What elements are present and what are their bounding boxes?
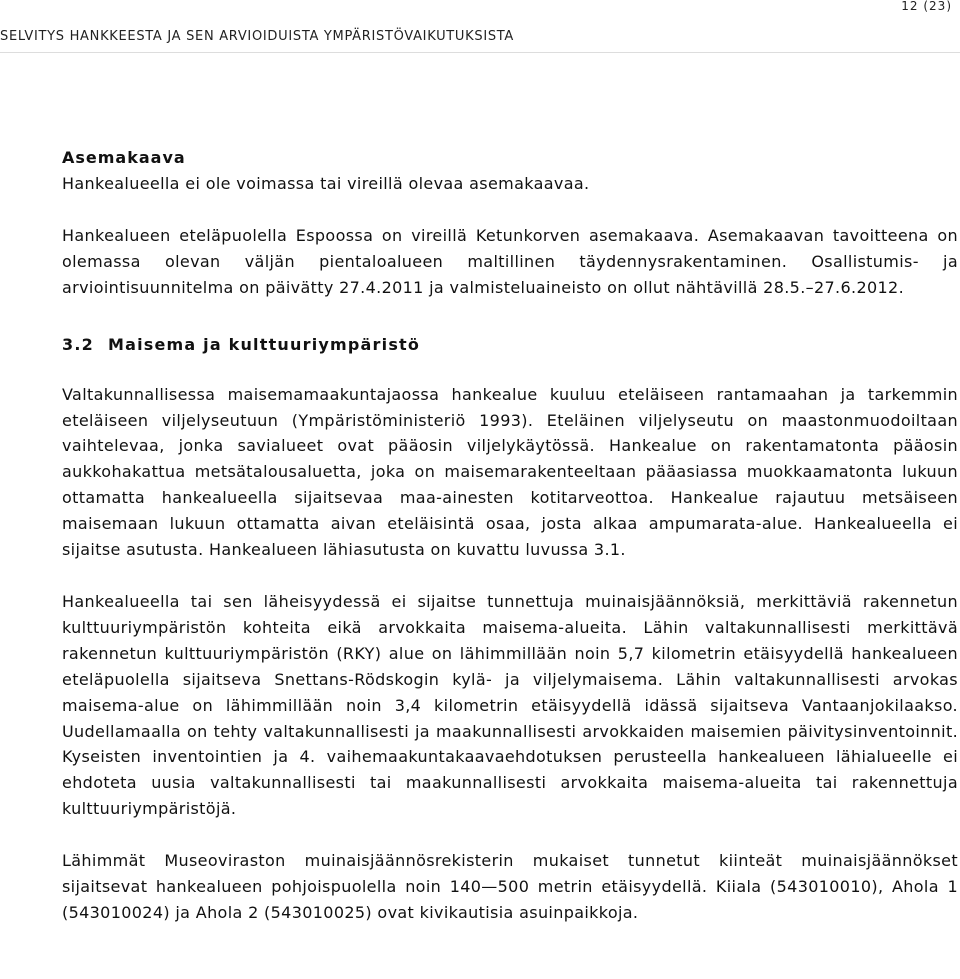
- section-number: 3.2: [62, 334, 94, 354]
- header-divider: [0, 52, 960, 53]
- asemakaava-paragraph-1: Hankealueella ei ole voimassa tai vireillä olevaa asemakaavaa.: [62, 174, 590, 193]
- section-title: Maisema ja kulttuuriympäristö: [107, 334, 421, 354]
- landscape-paragraph-2: Hankealueella tai sen läheisyydessä ei sijaitse tunnettuja muinaisjäännöksiä, merkittäviä rakennetun kulttuuriympäristön kohteita eikä arvokkaita maisema-alueita. Lähin valtakunnallisesti merkittävä rakennetun kulttuuriympäristön (RKY) alue on lähimmillään noin 5,7 kilometrin etäisyydellä hankealueen eteläpuolella sijaitseva Snettans-Rödskogin kylä- ja viljelymaisema. Lähin valtakunnallisesti arvokas maisema-alue on lähimmillään noin 3,4 kilometrin etäisyydellä idässä sijaitseva Vantaanjokilaakso. Uudellamaalla on tehty valtakunnallisesti ja maakunnallisesti arvokkaiden maisemien päivitysinventoinnit. Kyseisten inventointien ja 4. vaihemaakuntakaavaehdotuksen perusteella hankealueen lähialueelle ei ehdoteta uusia valtakunnallisesti tai maakunnallisesti arvokkaita maisema-alueita tai rakennettuja kulttuuriympäristöjä.: [62, 591, 958, 819]
- landscape-paragraph-1: Valtakunnallisessa maisemamaakuntajaossa hankealue kuuluu eteläiseen rantamaahan ja tarkemmin eteläiseen viljelyseutuun (Ympäristöministeriö 1993). Eteläinen viljelyseutu on maastonmuodoiltaan vaihtelevaa, jonka savialueet ovat pääosin viljelykäytössä. Hankealue on rakentamatonta pääosin aukkohakattua metsätalousaluetta, joka on maisemarakenteeltaan pääasiassa muokkaamatonta lukuun ottamatta hankealueella sijaitsevaa maa-ainesten kotitarveottoa. Hankealue rajautuu metsäiseen maisemaan lukuun ottamatta aivan eteläisintä osaa, josta alkaa ampumarata-alue. Hankealueella ei sijaitse asutusta. Hankealueen lähiasutusta on kuvattu luvussa 3.1.: [62, 384, 958, 560]
- section-heading: [62, 332, 958, 358]
- running-header: SELVITYS HANKKEESTA JA SEN ARVIOIDUISTA YMPÄRISTÖVAIKUTUKSISTA: [0, 29, 515, 44]
- document-body: [62, 145, 958, 926]
- asemakaava-heading: Asemakaava: [62, 148, 186, 167]
- page-number: 12 (23): [901, 0, 952, 13]
- asemakaava-paragraph-2: Hankealueen eteläpuolella Espoossa on vireillä Ketunkorven asemakaava. Asemakaavan tavoitteena on olemassa olevan väljän pientaloalueen maltillinen täydennysrakentaminen. Osallistumis- ja arviointisuunnitelma on päivätty 27.4.2011 ja valmisteluaineisto on ollut nähtävillä 28.5.–27.6.2012.: [62, 225, 958, 297]
- landscape-paragraph-3: Lähimmät Museoviraston muinaisjäännösrekisterin mukaiset tunnetut kiinteät muinaisjäännökset sijaitsevat hankealueen pohjoispuolella noin 140—500 metrin etäisyydellä. Kiiala (543010010), Ahola 1 (543010024) ja Ahola 2 (543010025) ovat kivikautisia asuinpaikkoja.: [62, 851, 958, 922]
